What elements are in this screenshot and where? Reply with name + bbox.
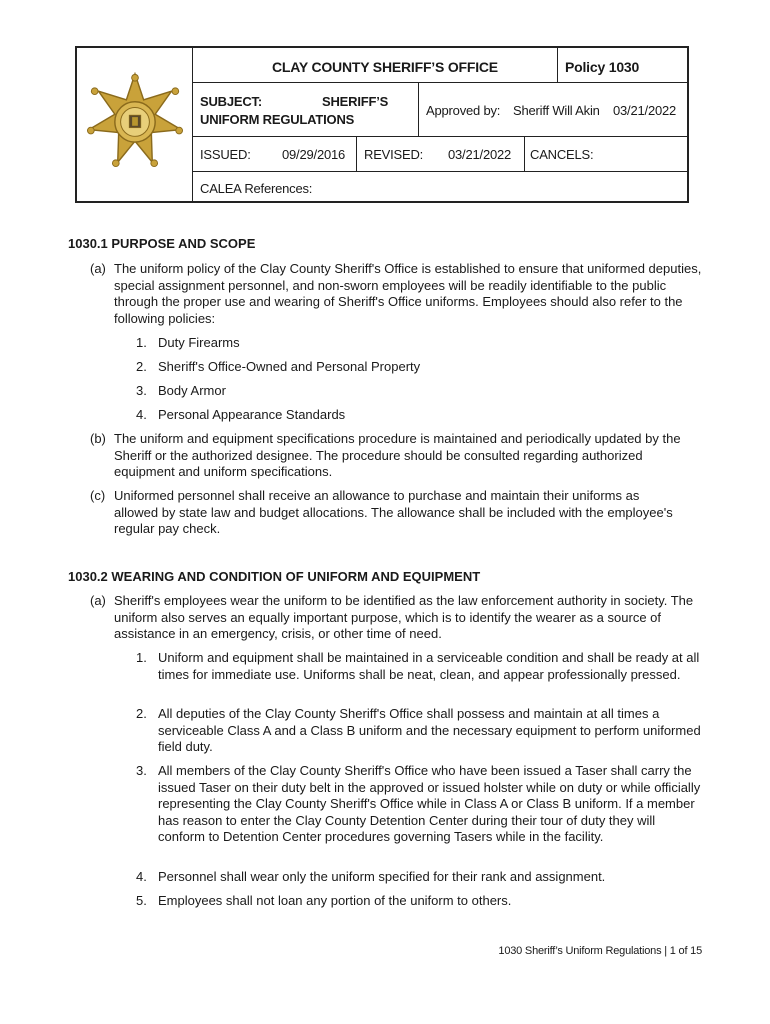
sheriff-badge-logo [87,72,183,168]
item-text: The uniform policy of the Clay County Sheriff's Office is established to ensure that uniformed deputies, special assignment personnel, and non-sworn employees will be readily identifiable to the public through the proper use and wearing of Sheriff's Office uniforms. Employees should also refer to the following policies: [114,261,702,326]
subitem-label: 5. [136,893,147,908]
item-text: Sheriff's employees wear the uniform to be identified as the law enforcement authority in society. The uniform also serves an equally important purpose, which is to identify the wearer as a source of assistance in an emergency, crisis, or other time of need. [114,593,694,641]
approved-label: Approved by: [426,103,501,118]
subitem-label: 3. [136,763,147,778]
section-title-1030-1: 1030.1 PURPOSE AND SCOPE [68,236,256,251]
subitem-text: All members of the Clay County Sheriff's Office who have been issued a Taser shall carry the issued Taser on their duty belt in the approved or issued holster while on duty or while officially representing the Clay County Sheriff's Office while in Class A or Class B uniform. If a member has reason to enter the Clay County Detention Center during their tour of duty they will conform to Detention Center procedures governing Tasers while in the facility. [158,763,701,844]
org-name: CLAY COUNTY SHERIFF’S OFFICE [272,59,498,75]
subitem-text: Employees shall not loan any portion of the uniform to others. [158,893,512,908]
subitem-text: All deputies of the Clay County Sheriff's Office shall possess and maintain at all times a serviceable Class A and a Class B uniform and the necessary equipment to perform uniformed field duty. [158,706,701,754]
subitem-label: 4. [136,869,147,884]
policy-header-table [75,46,689,203]
subitem-text: Body Armor [158,383,226,398]
subitem-label: 2. [136,359,147,374]
approved-date: 03/21/2022 [613,103,677,118]
approved-by: Sheriff Will Akin [513,103,600,118]
subitem-label: 2. [136,706,147,721]
cancels-label: CANCELS: [530,147,594,162]
logo-cell [77,48,193,201]
subject-word: SHERIFF’S [322,94,389,109]
revised-date: 03/21/2022 [448,147,512,162]
subitem-label: 3. [136,383,147,398]
item-label: (c) [90,488,106,503]
policy-number: Policy 1030 [565,59,640,75]
issued-label: ISSUED: [200,147,251,162]
subitem-text: Personnel shall wear only the uniform specified for their rank and assignment. [158,869,606,884]
section-title-1030-2: 1030.2 WEARING AND CONDITION OF UNIFORM AND EQUIPMENT [68,569,481,584]
issued-date: 09/29/2016 [282,147,346,162]
subject-label: SUBJECT: [200,94,262,109]
calea-label: CALEA References: [200,181,313,196]
subitem-text: Uniform and equipment shall be maintained in a serviceable condition and shall be ready at all times for immediate use. Uniforms shall be neat, clean, and appear professionally pressed. [158,650,700,682]
subitem-label: 1. [136,335,147,350]
subitem-text: Duty Firearms [158,335,240,350]
revised-label: REVISED: [364,147,424,162]
item-label: (b) [90,431,106,446]
subject-title: UNIFORM REGULATIONS [200,112,355,127]
item-label: (a) [90,593,106,608]
subitem-text: Sheriff's Office-Owned and Personal Property [158,359,421,374]
item-label: (a) [90,261,106,276]
subitem-label: 4. [136,407,147,422]
page-footer: 1030 Sheriff’s Uniform Regulations | 1 of 15 [498,945,702,957]
subitem-label: 1. [136,650,147,665]
subitem-text: Personal Appearance Standards [158,407,346,422]
item-text: The uniform and equipment specifications procedure is maintained and periodically updated by the Sheriff or the authorized designee. The procedure should be consulted regarding authorized equipment and uniform specifications. [114,431,681,479]
item-text: Uniformed personnel shall receive an allowance to purchase and maintain their uniforms as allowed by state law and budget allocations. The allowance shall be included with the employee's regular pay check. [114,488,673,536]
